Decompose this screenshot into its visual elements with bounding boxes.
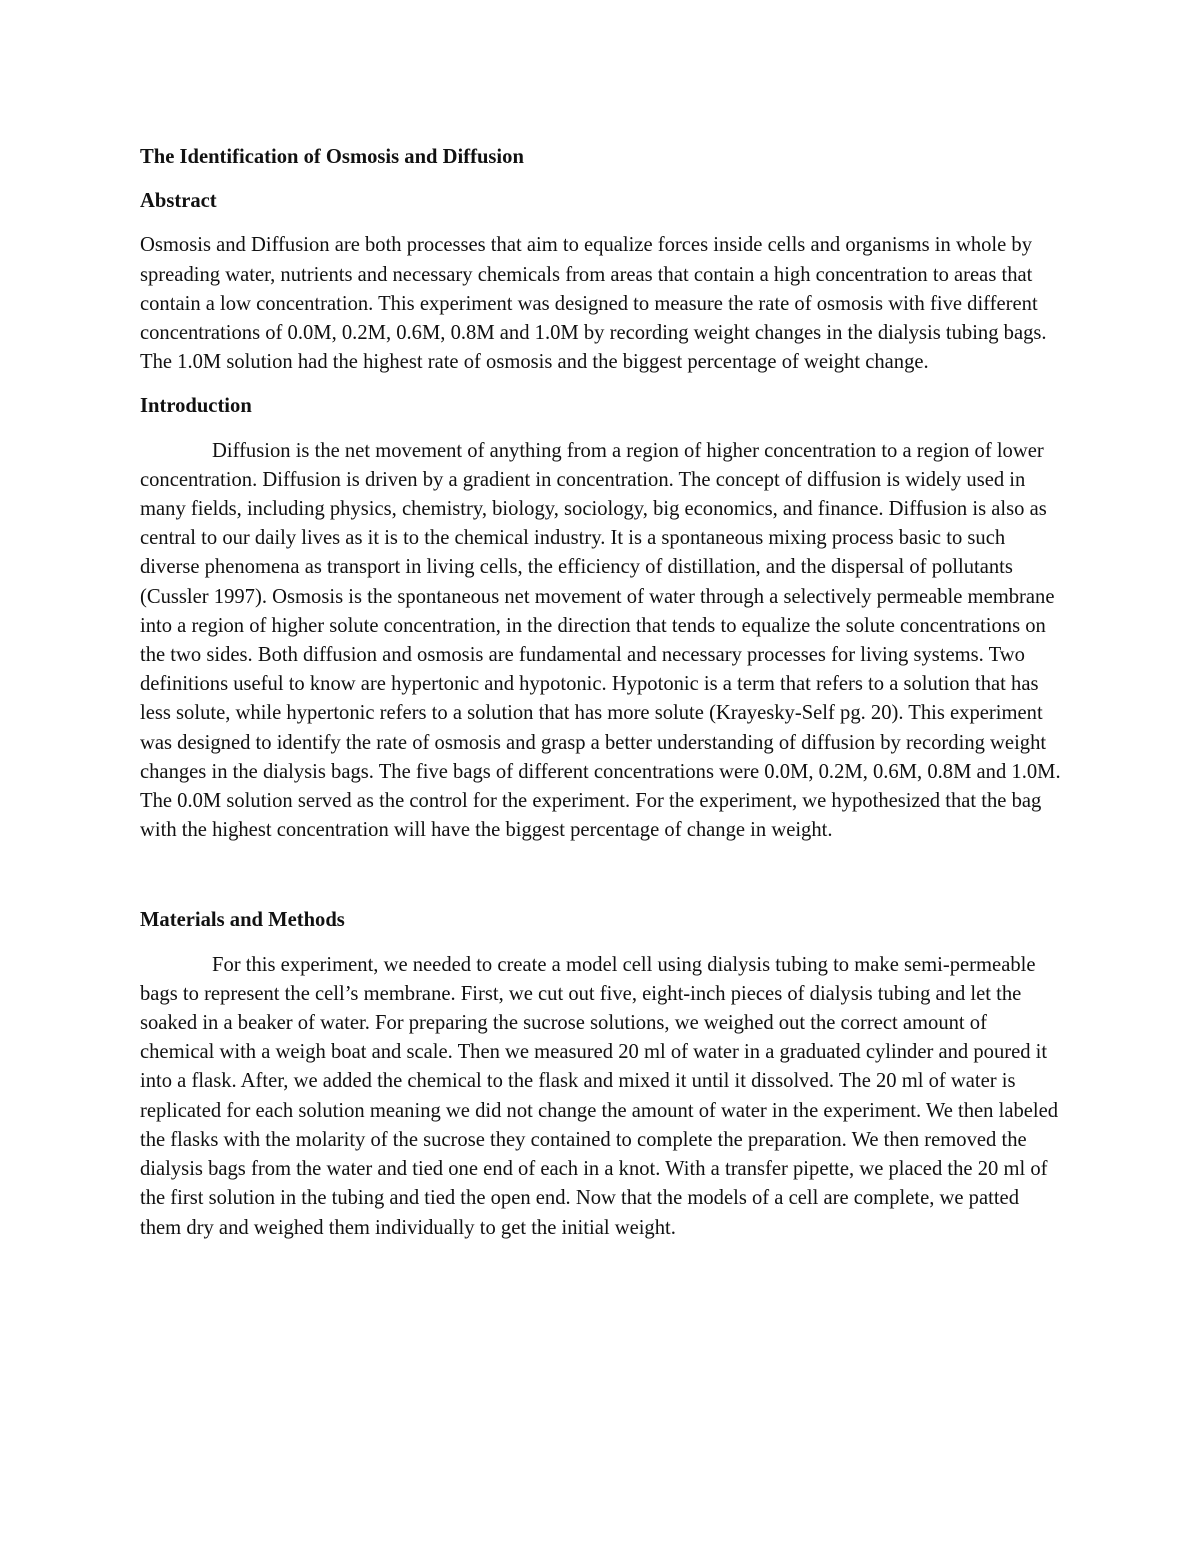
introduction-paragraph: Diffusion is the net movement of anything from a region of higher concentration to a region of lower concentration. Diffusion is driven by a gradient in concentration. The concept of diffusion is widely used in many fields, including physics, chemistry, biology, sociology, big economics, and finance. Diffusion is also as central to our daily lives as it is to the chemical industry. It is a spontaneous mixing process basic to such diverse phenomena as transport in living cells, the efficiency of distillation, and the dispersal of pollutants (Cussler 1997). Osmosis is the spontaneous net movement of water through a selectively permeable membrane into a region of higher solute concentration, in the direction that tends to equalize the solute concentrations on the two sides. Both diffusion and osmosis are fundamental and necessary processes for living systems. Two definitions useful to know are hypertonic and hypotonic. Hypotonic is a term that refers to a solution that has less solute, while hypertonic refers to a solution that has more solute (Krayesky-Self pg. 20). This experiment was designed to identify the rate of osmosis and grasp a better understanding of diffusion by recording weight changes in the dialysis bags. The five bags of different concentrations were 0.0M, 0.2M, 0.6M, 0.8M and 1.0M. The 0.0M solution served as the control for the experiment. For the experiment, we hypothesized that the bag with the highest concentration will have the biggest percentage of change in weight. xyxy=(140,439,1061,842)
materials-methods-heading: Materials and Methods xyxy=(140,909,345,932)
abstract-paragraph: Osmosis and Diffusion are both processes that aim to equalize forces inside cells and organisms in whole by spreading water, nutrients and necessary chemicals from areas that contain a high concentration to areas that contain a low concentration. This experiment was designed to measure the rate of osmosis with five different concentrations of 0.0M, 0.2M, 0.6M, 0.8M and 1.0M by recording weight changes in the dialysis tubing bags. The 1.0M solution had the highest rate of osmosis and the biggest percentage of weight change. xyxy=(140,234,1047,374)
abstract-heading: Abstract xyxy=(140,190,217,213)
materials-methods-paragraph: For this experiment, we needed to create a model cell using dialysis tubing to make semi-permeable bags to represent the cell’s membrane. First, we cut out five, eight-inch pieces of dialysis tubing and let the soaked in a beaker of water. For preparing the sucrose solutions, we weighed out the correct amount of chemical with a weigh boat and scale. Then we measured 20 ml of water in a graduated cylinder and poured it into a flask. After, we added the chemical to the flask and mixed it until it dissolved. The 20 ml of water is replicated for each solution meaning we did not change the amount of water in the experiment. We then labeled the flasks with the molarity of the sucrose they contained to complete the preparation. We then removed the dialysis bags from the water and tied one end of each in a knot. With a transfer pipette, we placed the 20 ml of the first solution in the tubing and tied the open end. Now that the models of a cell are complete, we patted them dry and weighed them individually to get the initial weight. xyxy=(140,953,1059,1239)
introduction-heading: Introduction xyxy=(140,395,252,418)
document-body xyxy=(140,143,1065,1243)
paper-title: The Identification of Osmosis and Diffusion xyxy=(140,146,524,168)
